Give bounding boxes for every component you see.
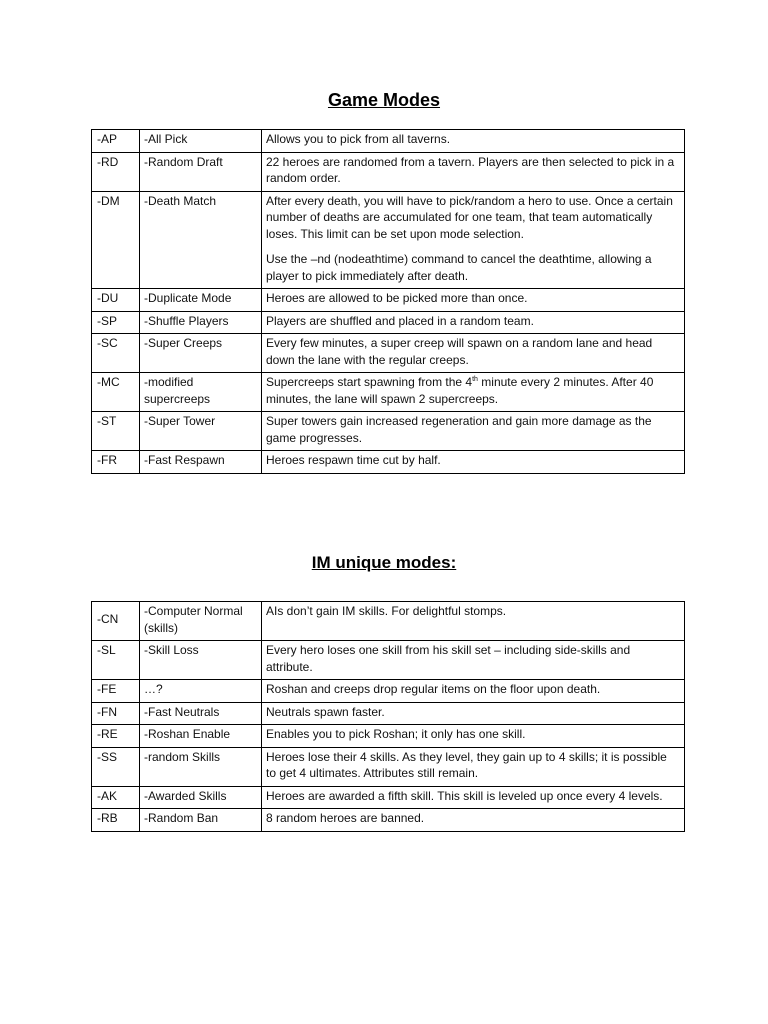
mode-code: -ST: [92, 412, 140, 451]
table-row: [92, 786, 685, 809]
table-row: [92, 641, 685, 680]
mode-code: -AP: [92, 130, 140, 153]
mode-code: -FR: [92, 451, 140, 474]
table-row: [92, 702, 685, 725]
table-row: [92, 412, 685, 451]
mode-name: -random Skills: [140, 747, 262, 786]
mode-description: Players are shuffled and placed in a random team.: [262, 311, 685, 334]
mode-description: Super towers gain increased regeneration and gain more damage as the game progresses.: [262, 412, 685, 451]
mode-code: -SL: [92, 641, 140, 680]
table-row: [92, 334, 685, 373]
mode-code: -SS: [92, 747, 140, 786]
mode-name: -modified supercreeps: [140, 373, 262, 412]
mode-code: -DM: [92, 191, 140, 289]
mode-code: -MC: [92, 373, 140, 412]
mode-code: -SC: [92, 334, 140, 373]
mode-description: Allows you to pick from all taverns.: [262, 130, 685, 153]
mode-code: -RD: [92, 152, 140, 191]
mode-description: [262, 191, 685, 289]
table-row: [92, 130, 685, 153]
table-row: [92, 725, 685, 748]
description-paragraph: Use the –nd (nodeathtime) command to cancel the deathtime, allowing a player to pick immediately after death.: [266, 252, 652, 283]
table-row: [92, 680, 685, 703]
mode-name: -Random Draft: [140, 152, 262, 191]
mode-description: Heroes lose their 4 skills. As they level, they gain up to 4 skills; it is possible to get 4 ultimates. Attributes still remain.: [262, 747, 685, 786]
mode-description: Heroes are awarded a fifth skill. This skill is leveled up once every 4 levels.: [262, 786, 685, 809]
table-row: [92, 451, 685, 474]
mode-name: -Fast Neutrals: [140, 702, 262, 725]
description-text: Supercreeps start spawning from the 4: [266, 375, 473, 389]
mode-description: Heroes are allowed to be picked more than once.: [262, 289, 685, 312]
mode-name: -Death Match: [140, 191, 262, 289]
mode-code: -FN: [92, 702, 140, 725]
table-row: [92, 602, 685, 641]
mode-description: Roshan and creeps drop regular items on the floor upon death.: [262, 680, 685, 703]
table-row: [92, 191, 685, 289]
mode-description: Neutrals spawn faster.: [262, 702, 685, 725]
table-row: [92, 311, 685, 334]
mode-description: 8 random heroes are banned.: [262, 809, 685, 832]
table-row: [92, 747, 685, 786]
game-modes-table: [91, 129, 685, 474]
mode-name: -Computer Normal (skills): [140, 602, 262, 641]
mode-name: -Awarded Skills: [140, 786, 262, 809]
mode-description: Enables you to pick Roshan; it only has one skill.: [262, 725, 685, 748]
mode-code: -FE: [92, 680, 140, 703]
description-paragraph: After every death, you will have to pick/random a hero to use. Once a certain number of deaths are accumulated for one team, that team automatically loses. This limit can be set upon mode selection.: [266, 193, 673, 241]
im-modes-heading: IM unique modes:: [311, 553, 457, 572]
table-row: [92, 152, 685, 191]
mode-description: Every hero loses one skill from his skill set – including side-skills and attribute.: [262, 641, 685, 680]
mode-code: -SP: [92, 311, 140, 334]
mode-description: AIs don’t gain IM skills. For delightful stomps.: [262, 602, 685, 641]
mode-code: -RB: [92, 809, 140, 832]
table-row: [92, 289, 685, 312]
table-row: [92, 373, 685, 412]
mode-code: -DU: [92, 289, 140, 312]
mode-code: -CN: [92, 602, 140, 641]
description-text: minute every 2 minutes. After 40 minutes, the lane will spawn 2 supercreeps.: [266, 375, 654, 406]
mode-name: -Shuffle Players: [140, 311, 262, 334]
game-modes-heading: Game Modes: [327, 90, 441, 110]
mode-name: -Super Tower: [140, 412, 262, 451]
mode-name: -Skill Loss: [140, 641, 262, 680]
mode-name: -Super Creeps: [140, 334, 262, 373]
mode-name: -Random Ban: [140, 809, 262, 832]
mode-description: 22 heroes are randomed from a tavern. Players are then selected to pick in a random order.: [262, 152, 685, 191]
mode-description: [262, 373, 685, 412]
mode-name: -Fast Respawn: [140, 451, 262, 474]
ordinal-suffix: th: [472, 376, 478, 383]
mode-description: Every few minutes, a super creep will spawn on a random lane and head down the lane with the regular creeps.: [262, 334, 685, 373]
mode-name: -All Pick: [140, 130, 262, 153]
mode-code: -AK: [92, 786, 140, 809]
table-row: [92, 809, 685, 832]
mode-name: -Duplicate Mode: [140, 289, 262, 312]
mode-code: -RE: [92, 725, 140, 748]
mode-name: …?: [140, 680, 262, 703]
mode-description: Heroes respawn time cut by half.: [262, 451, 685, 474]
mode-name: -Roshan Enable: [140, 725, 262, 748]
im-modes-table: [91, 601, 685, 832]
